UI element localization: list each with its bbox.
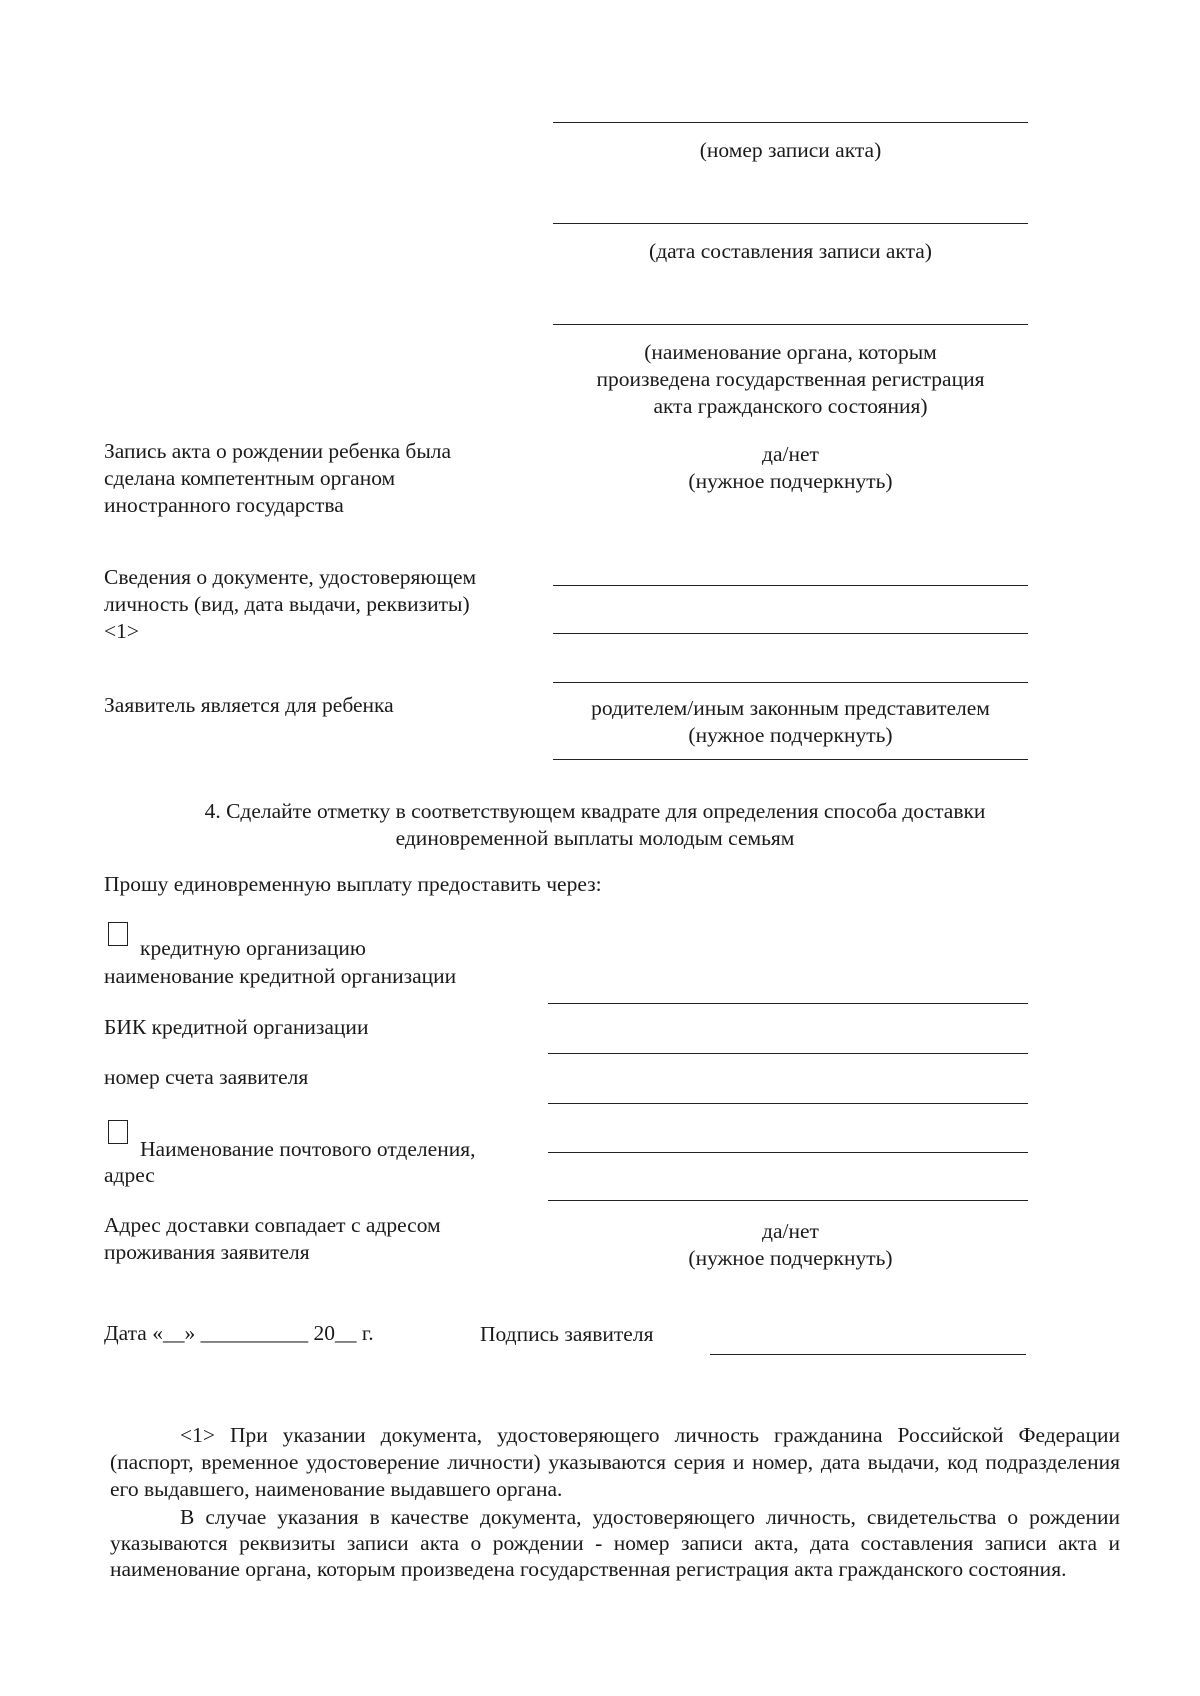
foreign-record-label: [104, 438, 544, 519]
record-date-line[interactable]: [553, 223, 1028, 224]
record-date-caption: (дата составления записи акта): [649, 239, 932, 263]
applicant-role-choice[interactable]: родителем/иным законным представителем: [591, 696, 990, 720]
foreign-record-label-line-1: Запись акта о рождении ребенка была: [104, 439, 452, 463]
identity-doc-line-3[interactable]: [553, 682, 1028, 683]
authority-caption-line-2: произведена государственная регистрация: [596, 367, 985, 391]
identity-doc-label: [104, 564, 544, 645]
credit-org-checkbox[interactable]: [108, 922, 128, 946]
post-office-option-label: Наименование почтового отделения,: [140, 1137, 476, 1161]
account-line[interactable]: [548, 1103, 1028, 1104]
post-office-checkbox[interactable]: [108, 1120, 128, 1144]
post-office-option-label-2: адрес: [104, 1163, 155, 1187]
delivery-address-yes-no[interactable]: да/нет: [762, 1219, 819, 1243]
authority-caption: [553, 339, 1028, 420]
footnote-1: <1> При указании документа, удостоверяющего личность гражданина Российской Федерации (паспорт, временное удостоверение личности) указываются серия и номер, дата выдачи, код подразделения его выдавшего, наименование выдавшего органа.: [110, 1423, 1120, 1501]
signature-line[interactable]: [710, 1354, 1026, 1355]
applicant-role-options: [553, 695, 1028, 749]
account-label: номер счета заявителя: [104, 1065, 309, 1089]
authority-caption-line-1: (наименование органа, которым: [644, 340, 937, 364]
bik-line[interactable]: [548, 1053, 1028, 1054]
date-field[interactable]: Дата «__» __________ 20__ г.: [104, 1321, 374, 1345]
credit-org-option-label: кредитную организацию: [140, 936, 366, 960]
credit-org-name-line[interactable]: [548, 1003, 1028, 1004]
foreign-record-yes-no[interactable]: да/нет: [762, 442, 819, 466]
foreign-record-hint: (нужное подчеркнуть): [688, 469, 893, 493]
applicant-role-line[interactable]: [553, 759, 1028, 760]
section-4-heading-line-1: 4. Сделайте отметку в соответствующем квадрате для определения способа доставки: [204, 799, 986, 823]
foreign-record-label-line-2: сделана компетентным органом: [104, 466, 396, 490]
bik-label: БИК кредитной организации: [104, 1015, 369, 1039]
foreign-record-options: [553, 441, 1028, 495]
section-4-heading-line-2: единовременной выплаты молодым семьям: [395, 826, 795, 850]
footnote-2: В случае указания в качестве документа, удостоверяющего личность, свидетельства о рождении указываются реквизиты записи акта о рождении - номер записи акта, дата составления записи акта и наименование органа, которым произведена государственная регистрация акта гражданского состояния.: [110, 1505, 1120, 1581]
foreign-record-label-line-3: иностранного государства: [104, 493, 344, 517]
authority-caption-line-3: акта гражданского состояния): [653, 394, 928, 418]
applicant-role-label: Заявитель является для ребенка: [104, 693, 394, 717]
delivery-address-label-line-1: Адрес доставки совпадает с адресом: [104, 1213, 441, 1237]
post-office-line-1[interactable]: [548, 1152, 1028, 1153]
payment-request-text: Прошу единовременную выплату предоставить через:: [104, 872, 602, 896]
signature-label: Подпись заявителя: [480, 1322, 654, 1346]
section-4-heading: [60, 798, 1130, 852]
applicant-role-hint: (нужное подчеркнуть): [688, 723, 893, 747]
identity-doc-label-line-2: личность (вид, дата выдачи, реквизиты): [104, 592, 470, 616]
post-office-line-2[interactable]: [548, 1200, 1028, 1201]
identity-doc-line-1[interactable]: [553, 585, 1028, 586]
delivery-address-options: [553, 1218, 1028, 1272]
record-number-line[interactable]: [553, 122, 1028, 123]
delivery-address-label: [104, 1212, 544, 1266]
delivery-address-hint: (нужное подчеркнуть): [688, 1246, 893, 1270]
record-number-caption: (номер записи акта): [699, 138, 882, 162]
credit-org-name-label: наименование кредитной организации: [104, 964, 457, 988]
identity-doc-label-line-1: Сведения о документе, удостоверяющем: [104, 565, 477, 589]
identity-doc-label-line-3: <1>: [104, 619, 140, 643]
delivery-address-label-line-2: проживания заявителя: [104, 1240, 310, 1264]
identity-doc-line-2[interactable]: [553, 633, 1028, 634]
authority-line[interactable]: [553, 324, 1028, 325]
